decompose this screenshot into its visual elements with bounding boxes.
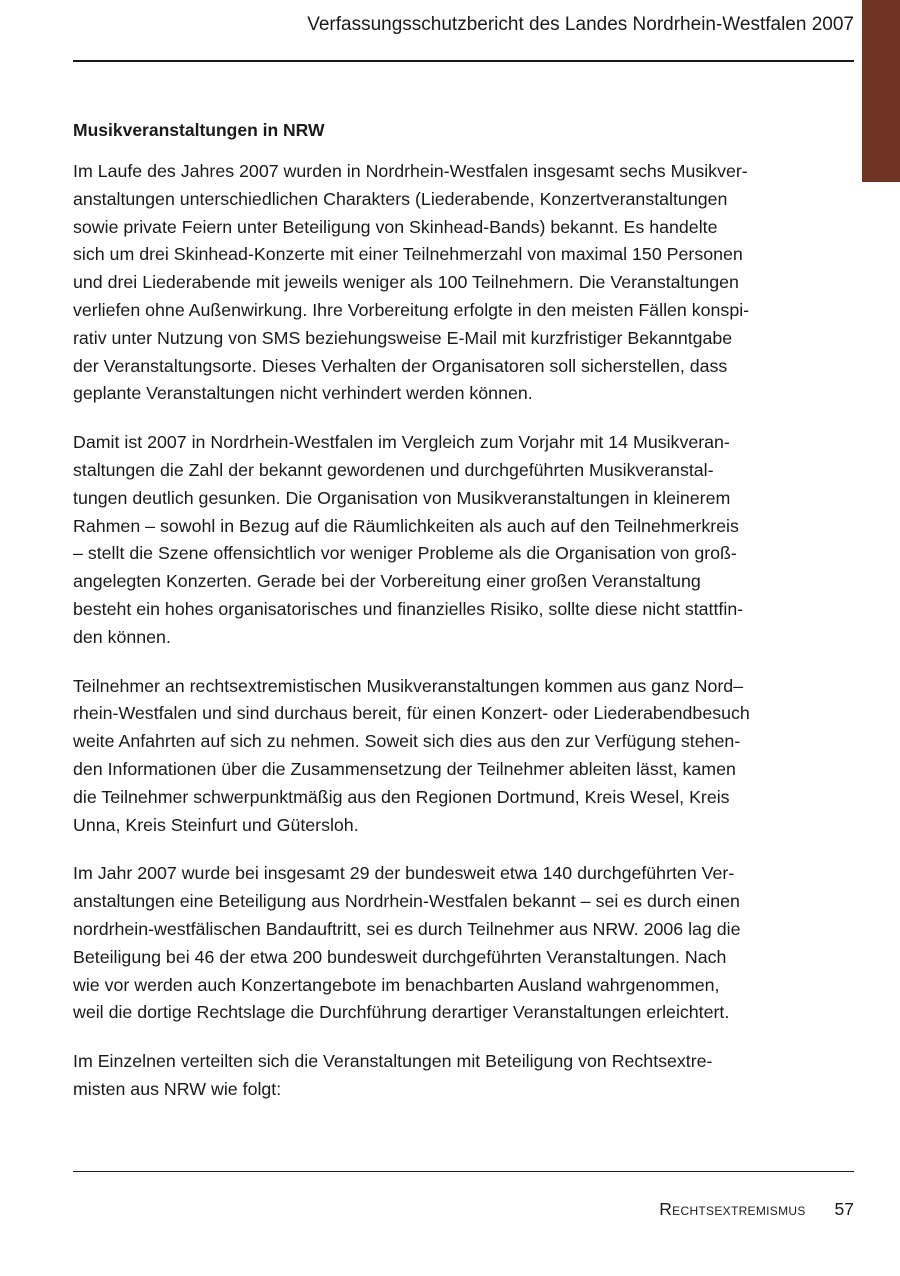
text-line: tungen deutlich gesunken. Die Organisation von Musikveranstaltungen in kleinerem — [73, 487, 731, 508]
text-line: den können. — [73, 626, 171, 647]
text-line: Rahmen – sowohl in Bezug auf die Räumlichkeiten als auch auf den Teilnehmerkreis — [73, 515, 739, 536]
text-line: angelegten Konzerten. Gerade bei der Vorbereitung einer großen Veranstaltung — [73, 571, 701, 592]
text-line: rativ unter Nutzung von SMS beziehungsweise E-Mail mit kurzfristiger Bekanntgabe — [73, 327, 733, 348]
text-line: nordrhein-westfälischen Bandauftritt, sei es durch Teilnehmer aus NRW. 2006 lag die — [73, 918, 741, 939]
page-footer — [659, 1196, 854, 1222]
paragraph — [73, 673, 813, 840]
text-line: den Informationen über die Zusammensetzung der Teilnehmer ableiten lässt, kamen — [73, 758, 736, 779]
text-line: besteht ein hohes organisatorisches und finanzielles Risiko, sollte diese nicht stattfin- — [73, 598, 744, 619]
text-line: die Teilnehmer schwerpunktmäßig aus den Regionen Dortmund, Kreis Wesel, Kreis — [73, 786, 730, 807]
header-divider — [73, 60, 854, 62]
article-body — [73, 117, 813, 1125]
text-line: verliefen ohne Außenwirkung. Ihre Vorbereitung erfolgte in den meisten Fällen konspi- — [73, 299, 750, 320]
footer-divider — [73, 1171, 854, 1172]
text-line: staltungen die Zahl der bekannt gewordenen und durchgeführten Musikveranstal- — [73, 459, 714, 480]
paragraph — [73, 429, 813, 651]
text-line: Damit ist 2007 in Nordrhein-Westfalen im Vergleich zum Vorjahr mit 14 Musikveran- — [73, 432, 730, 453]
text-line: Unna, Kreis Steinfurt und Gütersloh. — [73, 814, 359, 835]
text-line: rhein-Westfalen und sind durchaus bereit, für einen Konzert- oder Liederabendbesuch — [73, 703, 750, 724]
text-line: Beteiligung bei 46 der etwa 200 bundesweit durchgeführten Veranstaltungen. Nach — [73, 946, 727, 967]
page-number: 57 — [834, 1199, 854, 1219]
text-line: Im Einzelnen verteilten sich die Veranstaltungen mit Beteiligung von Rechtsextre- — [73, 1051, 713, 1072]
text-line: – stellt die Szene offensichtlich vor weniger Probleme als die Organisation von groß- — [73, 543, 737, 564]
section-heading: Musikveranstaltungen in NRW — [73, 120, 325, 140]
text-line: wie vor werden auch Konzertangebote im benachbarten Ausland wahrgenommen, — [73, 974, 720, 995]
text-line: misten aus NRW wie folgt: — [73, 1078, 282, 1099]
chapter-tab-marker — [862, 0, 900, 182]
text-line: sich um drei Skinhead-Konzerte mit einer Teilnehmerzahl von maximal 150 Personen — [73, 244, 743, 265]
text-line: Teilnehmer an rechtsextremistischen Musikveranstaltungen kommen aus ganz Nord– — [73, 675, 744, 696]
paragraph — [73, 1048, 813, 1104]
paragraph-list — [73, 158, 813, 1104]
text-line: Im Jahr 2007 wurde bei insgesamt 29 der bundesweit etwa 140 durchgeführten Ver- — [73, 863, 735, 884]
text-line: und drei Liederabende mit jeweils weniger als 100 Teilnehmern. Die Veranstaltungen — [73, 272, 739, 293]
text-line: anstaltungen eine Beteiligung aus Nordrhein-Westfalen bekannt – sei es durch einen — [73, 891, 740, 912]
paragraph — [73, 860, 813, 1027]
text-line: anstaltungen unterschiedlichen Charakters (Liederabende, Konzertveranstaltungen — [73, 188, 728, 209]
footer-section-label: Rechtsextremismus — [659, 1199, 806, 1219]
text-line: weil die dortige Rechtslage die Durchführung derartiger Veranstaltungen erleichtert. — [73, 1002, 730, 1023]
text-line: der Veranstaltungsorte. Dieses Verhalten der Organisatoren soll sicherstellen, dass — [73, 355, 728, 376]
text-line: weite Anfahrten auf sich zu nehmen. Soweit sich dies aus den zur Verfügung stehen- — [73, 731, 741, 752]
text-line: Im Laufe des Jahres 2007 wurden in Nordrhein-Westfalen insgesamt sechs Musikver- — [73, 161, 748, 181]
paragraph — [73, 158, 813, 408]
text-line: sowie private Feiern unter Beteiligung von Skinhead-Bands) bekannt. Es handelte — [73, 216, 718, 237]
text-line: geplante Veranstaltungen nicht verhindert werden können. — [73, 383, 533, 404]
page-header-title: Verfassungsschutzbericht des Landes Nordrhein-Westfalen 2007 — [307, 14, 854, 35]
